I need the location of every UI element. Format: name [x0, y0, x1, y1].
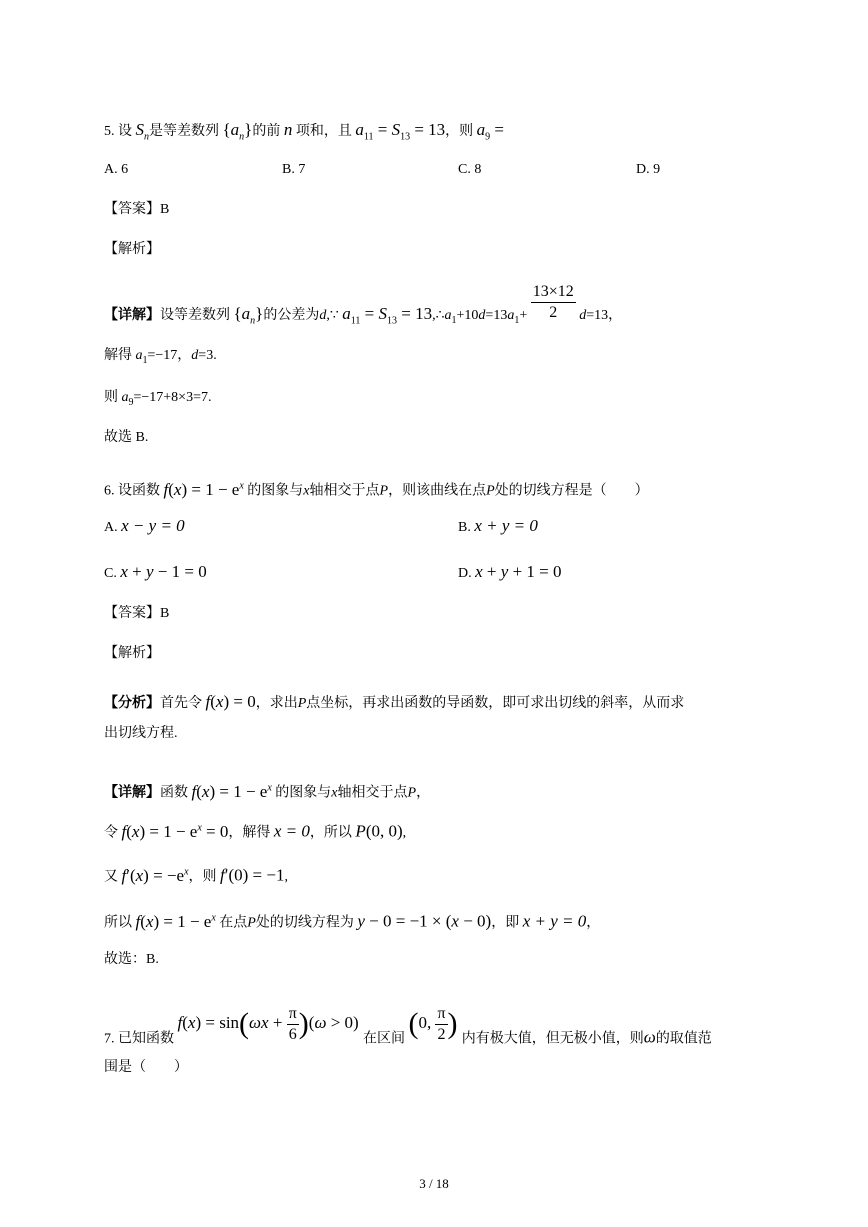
q6-option-a[interactable]: A. x − y = 0 [104, 516, 185, 535]
q7-stem-line2: 围是（ ） [104, 1060, 188, 1075]
q7-interval: (0, $\frac{\pi}{2}$ ) [408, 1005, 458, 1043]
q6-analysis-heading: 【解析】 [104, 646, 160, 661]
q6-detail-line2: 令 $f(x) = 1 - e^x = 0$，解得 x = 0，所以 P(0, 0), [104, 821, 407, 841]
q6-detail-line1: 【详解】函数 $f(x) = 1 - e^x$ 的图象与x轴相交于点P， [104, 781, 431, 801]
q6-analysis-line2: 出切线方程. [104, 726, 178, 741]
q5-fraction: $\frac{13\times 12}{2}$ [532, 283, 574, 322]
q6-analysis-line1: 【分析】首先令 f(x) = 0，求出P点坐标，再求出函数的导函数，即可求出切线的斜率，从而求 [104, 692, 685, 711]
q7-function: f(x) = sin(ωx + $\frac{\pi}{6}$ )(ω > 0) [177, 1005, 363, 1043]
q6-stem: 6. 设函数 $f(x) = 1 - e^x$ 的图象与x轴相交于点P，则该曲线在点P处的切线方程是（ ） [104, 479, 649, 499]
q5-stem: 5. 设 $S_n$是等差数列 $\{a_n\}$的前 n 项和，且 $a_{11} = S_{13} = 13$，则 $a_9$ = [104, 120, 505, 143]
page-number: 3 / 18 [419, 1176, 449, 1191]
q5-option-d[interactable]: D. 9 [636, 162, 661, 177]
q6-option-b[interactable]: B. x + y = 0 [458, 516, 538, 535]
q5-answer: 【答案】B [104, 202, 170, 217]
q6-choose: 故选：B. [104, 952, 159, 967]
q5-detail: 【详解】设等差数列 $\{a_n\}$的公差为d,∵ $a_{11} = S_{13}$ = $13,\therefore a_1+10d=13a_1+$ $\frac{13\times 12}{2}$ d=13， [104, 283, 623, 327]
q6-option-c[interactable]: C. x + y − 1 = 0 [104, 562, 207, 581]
q5-choose: 故选 B. [104, 430, 149, 445]
q5-option-b[interactable]: B. 7 [282, 162, 306, 177]
q5-analysis-heading: 【解析】 [104, 242, 160, 257]
q5-solve-line: 解得 $a_1=-17$，d=3. [104, 348, 217, 366]
q5-result-line: 则 $a_9=-17+8\times 3=7$. [104, 390, 212, 408]
q6-detail-line4: 所以 $f(x) = 1 - e^x$ 在点P处的切线方程为 y − 0 = −1 × (x − 0)，即 x + y = 0， [104, 911, 601, 931]
q6-answer: 【答案】B [104, 606, 170, 621]
q6-detail-line3: 又 $f'(x) = -e^x$，则 f′(0) = −1, [104, 865, 288, 885]
q5-option-c[interactable]: C. 8 [458, 162, 482, 177]
q5-option-a[interactable]: A. 6 [104, 162, 129, 177]
q6-option-d[interactable]: D. x + y + 1 = 0 [458, 562, 562, 581]
q7-stem-line1: 7. 已知函数 f(x) = sin(ωx + $\frac{\pi}{6}$ )(ω > 0) 在区间 (0, $\frac{\pi}{2}$ ) 内有极大值，但无极小值，则ω的取值范 [104, 1005, 712, 1047]
